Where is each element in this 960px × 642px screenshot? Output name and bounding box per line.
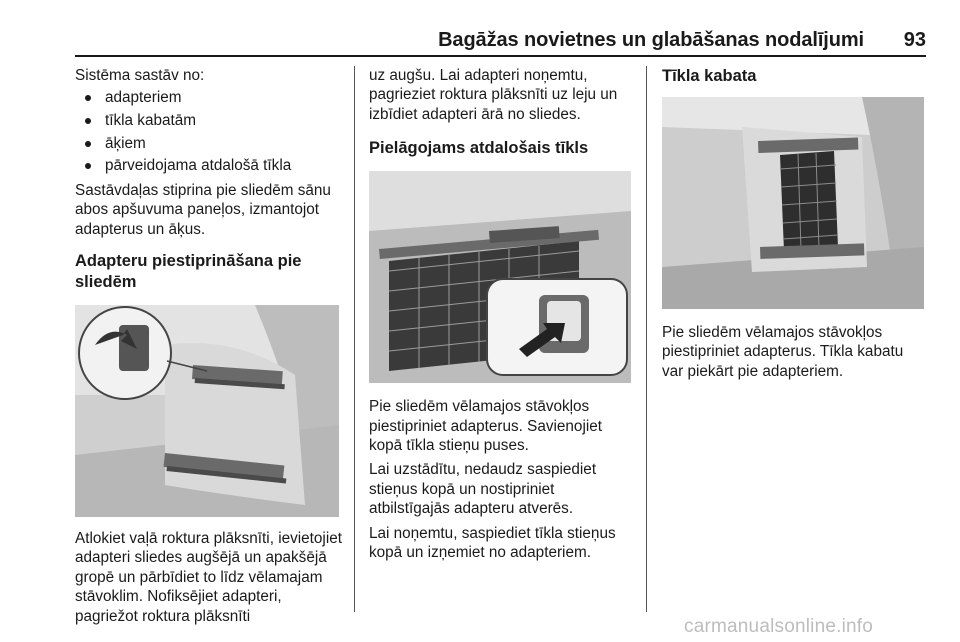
- bullet-icon: [85, 118, 91, 124]
- column-divider-1: [354, 66, 355, 612]
- section-heading: Pielāgojams atdalošais tīkls: [369, 139, 589, 158]
- intro-text: Sistēma sastāv no:: [75, 67, 205, 84]
- column-divider-2: [646, 66, 647, 612]
- list-item: āķiem: [75, 133, 343, 156]
- figure-caption: Pie sliedēm vēlamajos stāvokļos piestipriniet adapterus. Tīkla kabatu var piekārt pie adapteriem.: [662, 324, 904, 380]
- list-item: pārveidojama atdalošā tīkla: [75, 155, 343, 178]
- body-paragraph: uz augšu. Lai adapteri noņemtu, pagrieziet roktura plāksnīti uz leju un izbīdiet adapteri ārā no sliedes.: [369, 67, 618, 123]
- figure-adapter-rails: [75, 305, 339, 517]
- adapter-rails-illustration: [75, 305, 339, 517]
- section-heading: Tīkla kabata: [662, 67, 757, 85]
- figure-net-pocket: [662, 97, 924, 309]
- list-item: tīkla kabatām: [75, 110, 343, 133]
- body-paragraph: Lai noņemtu, saspiediet tīkla stieņus kopā un izņemiet no adapteriem.: [369, 524, 616, 562]
- net-pocket-illustration: [662, 97, 924, 309]
- column-2: [369, 66, 637, 567]
- section-heading: Adapteru piestiprināšana pie sliedēm: [75, 252, 302, 291]
- body-paragraph: Lai uzstādītu, nedaudz saspiediet stieņus kopā un nostipriniet atbilstīgajās adapteru atverēs.: [369, 461, 597, 518]
- header-title: Bagāžas novietnes un glabāšanas nodalījumi: [438, 29, 864, 51]
- bullet-icon: [85, 95, 91, 101]
- separating-net-illustration: [369, 171, 631, 383]
- list-item: adapteriem: [75, 87, 343, 110]
- watermark: carmanualsonline.info: [684, 616, 874, 637]
- column-3: [662, 66, 926, 386]
- figure-caption: Atlokiet vaļā roktura plāksnīti, ievietojiet adapteri sliedes augšējā un apakšējā gropē un pārbīdiet to līdz vēlamajam stāvoklim. Nofiksējiet adapteri, pagriežot roktura plāksnīti: [75, 530, 342, 625]
- page-header: [75, 27, 926, 57]
- column-1: [75, 66, 343, 631]
- bullet-icon: [85, 163, 91, 169]
- bullet-icon: [85, 141, 91, 147]
- figure-separating-net: [369, 171, 631, 383]
- body-paragraph: Sastāvdaļas stiprina pie sliedēm sānu abos apšuvuma paneļos, izmantojot adapterus un āķus.: [75, 181, 331, 238]
- header-rule: [75, 55, 926, 57]
- page-number: 93: [903, 29, 926, 51]
- component-list: [75, 87, 343, 177]
- body-paragraph: Pie sliedēm vēlamajos stāvokļos piestipriniet adapterus. Savienojiet kopā tīkla stieņu puses.: [369, 398, 602, 455]
